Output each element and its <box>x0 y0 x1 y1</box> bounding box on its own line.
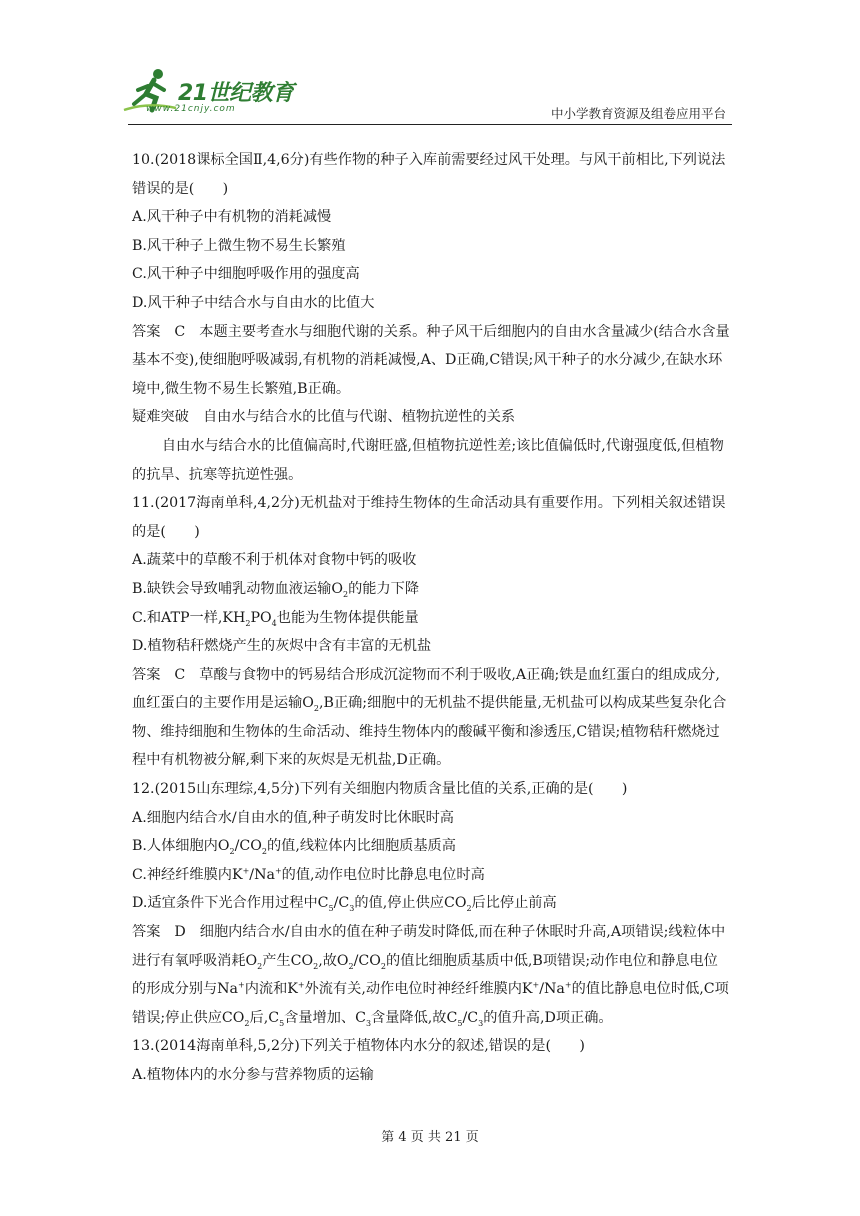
header-divider <box>128 124 732 125</box>
q11-option-b: B.缺铁会导致哺乳动物血液运输$O_2$的能力下降 <box>132 580 420 599</box>
q10-tip-body: 自由水与结合水的比值偏高时,代谢旺盛,但植物抗逆性差;该比值偏低时,代谢强度低,但植物的抗旱、抗寒等抗逆性强。 <box>132 437 724 483</box>
q10-option-d: D.风干种子中结合水与自由水的比值大 <box>132 294 375 311</box>
q11-answer: 答案 C 草酸与食物中的钙易结合形成沉淀物而不利于吸收,A正确;铁是血红蛋白的组成成分,血红蛋白的主要作用是运输$O_2,B$正确;细胞中的无机盐不提供能量,无机盐可以构成某些复杂化合物、维持细胞和生物体的生命活动、维持生物体内的酸碱平衡和渗透压,C错误;植物秸秆燃烧过程中有机物被分解,剩下来的灰烬是无机盐,D正确。 <box>132 666 727 769</box>
answer-letter: C <box>174 666 186 683</box>
q11-option-a: A.蔬菜中的草酸不利于机体对食物中钙的吸收 <box>132 552 417 569</box>
page-header <box>0 0 860 130</box>
answer-letter: C <box>174 323 186 340</box>
answer-label: 答案 <box>132 323 161 340</box>
answer-label: 答案 <box>132 924 161 941</box>
q10-tip-title: 疑难突破 自由水与结合水的比值与代谢、植物抗逆性的关系 <box>132 409 516 426</box>
site-logo <box>118 66 298 120</box>
q12-option-a: A.细胞内结合水/自由水的值,种子萌发时比休眠时高 <box>132 809 454 826</box>
q10-stem: 10.(2018课标全国Ⅱ,4,6分)有些作物的种子入库前需要经过风干处理。与风干前相比,下列说法错误的是( ) <box>132 152 726 197</box>
q10-answer <box>132 318 730 404</box>
q13-stem: 13.(2014海南单科,5,2分)下列关于植物体内水分的叙述,错误的是( ) <box>132 1038 585 1055</box>
answer-analysis: 本题主要考查水与细胞代谢的关系。种子风干后细胞内的自由水含量减少(结合水含量基本不变),使细胞呼吸减弱,有机物的消耗减慢,A、D正确,C错误;风干种子的水分减少,在缺水环境中,微生物不易生长繁殖,B正确。 <box>132 323 730 397</box>
answer-label: 答案 <box>132 666 161 683</box>
q13-option-a: A.植物体内的水分参与营养物质的运输 <box>132 1067 374 1083</box>
platform-name: 中小学教育资源及组卷应用平台 <box>550 106 726 121</box>
q10-option-c: C.风干种子中细胞呼吸作用的强度高 <box>132 266 360 283</box>
q11-stem: 11.(2017海南单科,4,2分)无机盐对于维持生物体的生命活动具有重要作用。下列相关叙述错误的是( ) <box>132 495 726 540</box>
q11-option-c: C.和ATP一样$,KH_2PO_4$也能为生物体提供能量 <box>132 609 419 628</box>
q10-option-a: A.风干种子中有机物的消耗减慢 <box>132 209 332 226</box>
logo-text: 21世纪教育 <box>178 81 294 106</box>
q11-option-d: D.植物秸秆燃烧产生的灰烬中含有丰富的无机盐 <box>132 638 432 655</box>
page-content <box>132 146 730 1090</box>
logo-url: www.21cnjy.com <box>146 104 236 114</box>
q12-stem: 12.(2015山东理综,4,5分)下列有关细胞内物质含量比值的关系,正确的是( ) <box>132 781 628 798</box>
page-number: 第 4 页 共 21 页 <box>381 1130 479 1145</box>
q12-answer: 答案 D 细胞内结合水/自由水的值在种子萌发时降低,而在种子休眠时升高,A项错误;线粒体中进行有氧呼吸消耗$O_2$产生$CO_2$,故$O_2/CO_2$的值比细胞质基质中低,B项错误;动作电位和静息电位的形成分别与Na+内流和K+外流有关,动作电位时神经纤维膜内K+/Na+的值比静息电位时低,C项错误;停止供应$CO_2$后$,C_5$含量增加、$C_3$含量降低,故$C_5/C_3$的值升高,D项正确。 <box>132 924 729 1028</box>
q10-option-b: B.风干种子上微生物不易生长繁殖 <box>132 237 346 254</box>
answer-letter: D <box>174 924 186 941</box>
q12-option-d: D.适宜条件下光合作用过程中$C_5/C_3$的值,停止供应$CO_2$后比停止前高 <box>132 895 557 914</box>
q12-option-c: C.神经纤维膜内K+/Na+的值,动作电位时比静息电位时高 <box>132 866 485 883</box>
q12-option-b: B.人体细胞内$O_2/CO_2$的值,线粒体内比细胞质基质高 <box>132 838 456 857</box>
